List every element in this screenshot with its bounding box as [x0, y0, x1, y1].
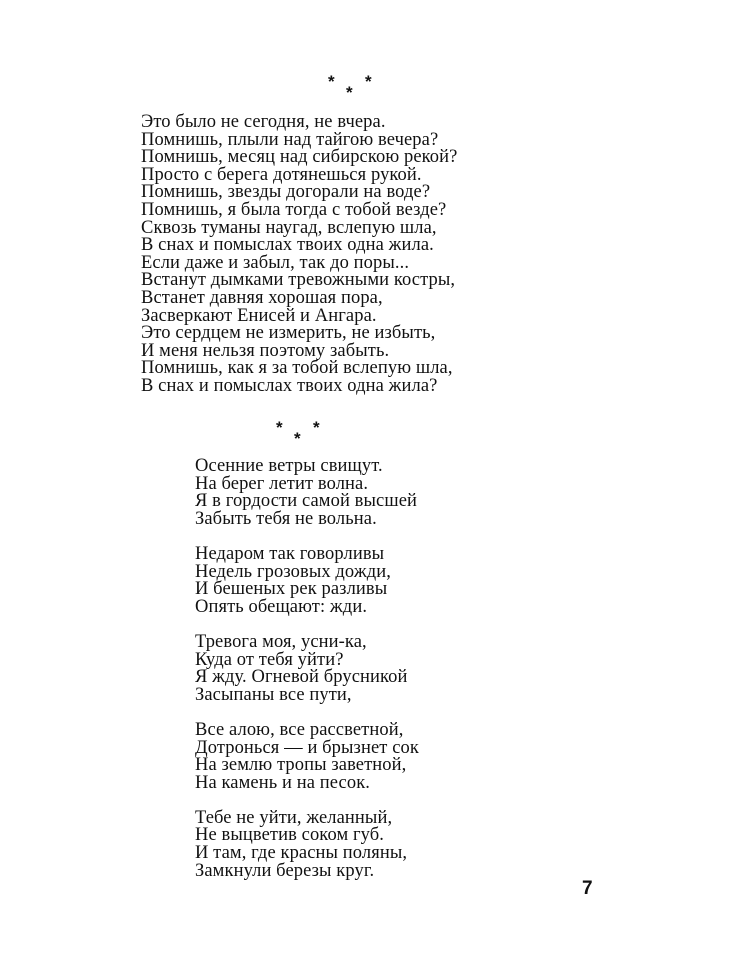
poem-line: Не выцветив соком губ. [195, 825, 385, 846]
poem-line: Просто с берега дотянешься рукой. [141, 164, 422, 185]
stanza [195, 807, 419, 881]
poem-line: Замкнули березы круг. [195, 860, 375, 881]
poem-line: Дотронься — и брызнет сок [195, 737, 419, 758]
asterism-star: * [365, 72, 372, 91]
poem-line: Засверкают Енисей и Ангара. [141, 305, 377, 326]
poem-line: На камень и на песок. [195, 772, 371, 793]
poem-line: Если даже и забыл, так до поры... [141, 252, 410, 273]
poem-line: Засыпаны все пути, [195, 684, 352, 705]
stanza [195, 631, 419, 705]
poem-1 [141, 114, 457, 396]
poem-line: Помнишь, я была тогда с тобой везде? [141, 199, 447, 220]
poem-line: Сквозь туманы наугад, вслепую шла, [141, 217, 437, 238]
asterism-star: * [346, 83, 353, 102]
poem-line: Тревога моя, усни-ка, [195, 631, 367, 652]
poem-line: Помнишь, месяц над сибирскою рекой? [141, 147, 458, 168]
poem-line: И там, где красны поляны, [195, 843, 408, 864]
asterism-star: * [276, 418, 283, 437]
poem-line: Встанут дымками тревожными костры, [141, 270, 456, 291]
poem-line: Помнишь, плыли над тайгою вечера? [141, 129, 439, 150]
stanza [195, 458, 419, 528]
poem-line: Это сердцем не измерить, не избыть, [141, 323, 436, 344]
poem-line: Тебе не уйти, желанный, [195, 807, 393, 828]
stanza [195, 543, 419, 617]
poem-line: Помнишь, как я за тобой вслепую шла, [141, 358, 453, 379]
asterism-star: * [313, 418, 320, 437]
stanza [195, 719, 419, 793]
poem-line: Забыть тебя не вольна. [195, 508, 377, 529]
poem-line: И меня нельзя поэтому забыть. [141, 340, 390, 361]
poem-2 [195, 458, 419, 880]
poem-line: В снах и помыслах твоих одна жила. [141, 235, 434, 256]
poem-line: Опять обещают: жди. [195, 596, 368, 617]
poem-line: Встанет давняя хорошая пора, [141, 287, 383, 308]
asterism-star: * [294, 429, 301, 448]
poem-line: Я жду. Огневой брусникой [195, 667, 408, 688]
asterism-2 [276, 418, 336, 448]
poem-line: Недаром так говорливы [195, 543, 385, 564]
poem-line: На берег летит волна. [195, 473, 369, 494]
poem-line: Все алою, все рассветной, [195, 719, 404, 740]
asterism-1 [328, 72, 388, 102]
poem-line: Помнишь, звезды догорали на воде? [141, 182, 431, 203]
poem-line: Осенние ветры свищут. [195, 456, 383, 476]
poem-line: Я в гордости самой высшей [195, 491, 418, 512]
poem-line: И бешеных рек разливы [195, 579, 388, 600]
poem-line: Это было не сегодня, не вчера. [141, 112, 386, 132]
poem-line: В снах и помыслах твоих одна жила? [141, 375, 438, 396]
poem-line: Куда от тебя уйти? [195, 649, 344, 670]
page-number: 7 [582, 878, 593, 899]
asterism-star: * [328, 72, 335, 91]
poem-line: Недель грозовых дожди, [195, 561, 391, 582]
stanza [141, 114, 457, 396]
poem-line: На землю тропы заветной, [195, 755, 407, 776]
